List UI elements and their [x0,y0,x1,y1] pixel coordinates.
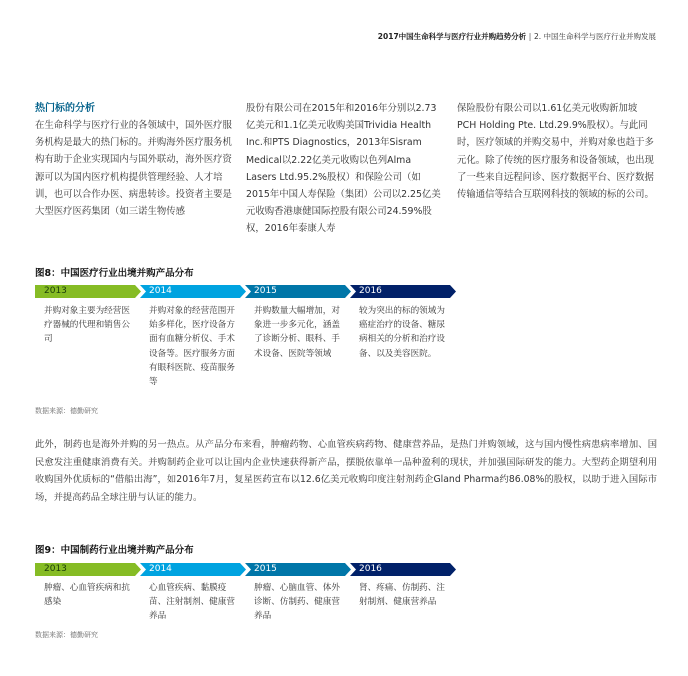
figure-9-title: 图9：中国制药行业出境并购产品分布 [35,545,194,556]
figure-8-source: 数据来源：德勤研究 [35,407,98,415]
figure-9-timeline [35,563,455,576]
figure-9-description-2015: 肿瘤、心脑血管、体外诊断、仿制药、健康营养品 [254,583,340,622]
body-paragraph: 此外，制药也是海外并购的另一热点。从产品分布来看，肿瘤药物、心血管疾病药物、健康营养品，是热门并购领域，这与国内慢性病患病率增加、国民愈发注重健康消费有关。并购制药企业可以让国内企业快速获得新产品，摆脱依靠单一品种盈利的现状，并加强国际研发的能力。大型药企期望利用收购国外优质标的“借船出海”，如2016年7月，复星医药宣布以12.6亿美元收购印度注射剂药企Gland Pharma约86.08%的股权，以助于进入国际市场，并提高药品全球注册与认证的能力。 [35,439,657,503]
timeline-year-label: 2014 [149,286,172,296]
report-title: 2017中国生命科学与医疗行业并购趋势分析 [377,32,527,41]
page-header [378,31,656,42]
header-separator: | [528,32,532,41]
timeline-year-label: 2013 [44,564,67,574]
timeline-year-label: 2016 [359,564,382,574]
figure-9-description-2016: 肾、疼痛、仿制药、注射制剂、健康营养品 [359,583,445,608]
timeline-year-label: 2014 [149,564,172,574]
text-column-3 [457,96,655,203]
figure-8-title: 图8：中国医疗行业出境并购产品分布 [35,268,194,279]
text-column-1 [35,96,233,220]
timeline-year-label: 2015 [254,564,277,574]
timeline-year-label: 2013 [44,286,67,296]
timeline-year-label: 2015 [254,286,277,296]
figure-8-timeline [35,285,455,298]
text-column-2 [246,96,442,238]
figure-9-source: 数据来源：德勤研究 [35,631,98,639]
figure-9-description-2014: 心血管疾病、黏膜疫苗、注射制剂、健康营养品 [149,583,235,622]
column-2-text: 股份有限公司在2015年和2016年分别以2.73亿美元和1.1亿美元收购美国Trividia Health Inc.和PTS Diagnostics，2013年Sisram Medical以2.22亿美元收购以色列Alma Lasers Ltd.95.2%股权）和保险公司（如2015年中国人寿保险（集团）公司以2.25亿美元收购香港康健国际控股有限公司24.59%股权，2016年泰康人寿 [246,103,441,235]
figure-8-description-2013: 并购对象主要为经营医疗器械的代理和销售公司 [44,306,130,345]
figure-8-description-2014: 并购对象的经营范围开始多样化，医疗设备方面有血糖分析仪、手术设备等。医疗服务方面有眼科医院、疫苗服务等 [149,306,235,388]
column-1-text: 在生命科学与医疗行业的各领域中，国外医疗服务机构是最大的热门标的。并购海外医疗服务机构有助于企业实现国内与国外联动，海外医疗资源可以为国内医疗机构提供管理经验、人才培训，也可以合作办医、病患转诊。投资者主要是大型医疗医药集团（如三诺生物传感 [35,120,232,218]
figure-9-description-2013: 肿瘤、心血管疾病和抗感染 [44,583,130,608]
figure-8-description-2015: 并购数量大幅增加，对象进一步多元化，涵盖了诊断分析、眼科、手术设备、医院等领域 [254,306,340,359]
column-3-text: 保险股份有限公司以1.61亿美元收购新加坡PCH Holding Pte. Ltd.29.9%股权）。与此同时，医疗领域的并购交易中，并购对象也趋于多元化。除了传统的医疗服务和设备领域，也出现了一些来自远程问诊、医疗数据平台、医疗数据传输通信等结合互联网科技的领域的标的公司。 [457,103,654,201]
section-heading: 热门标的分析 [35,103,95,114]
section-title: 2. 中国生命科学与医疗行业并购发展 [533,32,656,41]
timeline-year-label: 2016 [359,286,382,296]
figure-8-description-2016: 较为突出的标的领域为癌症治疗的设备、糖尿病相关的分析和治疗设备、以及美容医院。 [359,306,445,359]
